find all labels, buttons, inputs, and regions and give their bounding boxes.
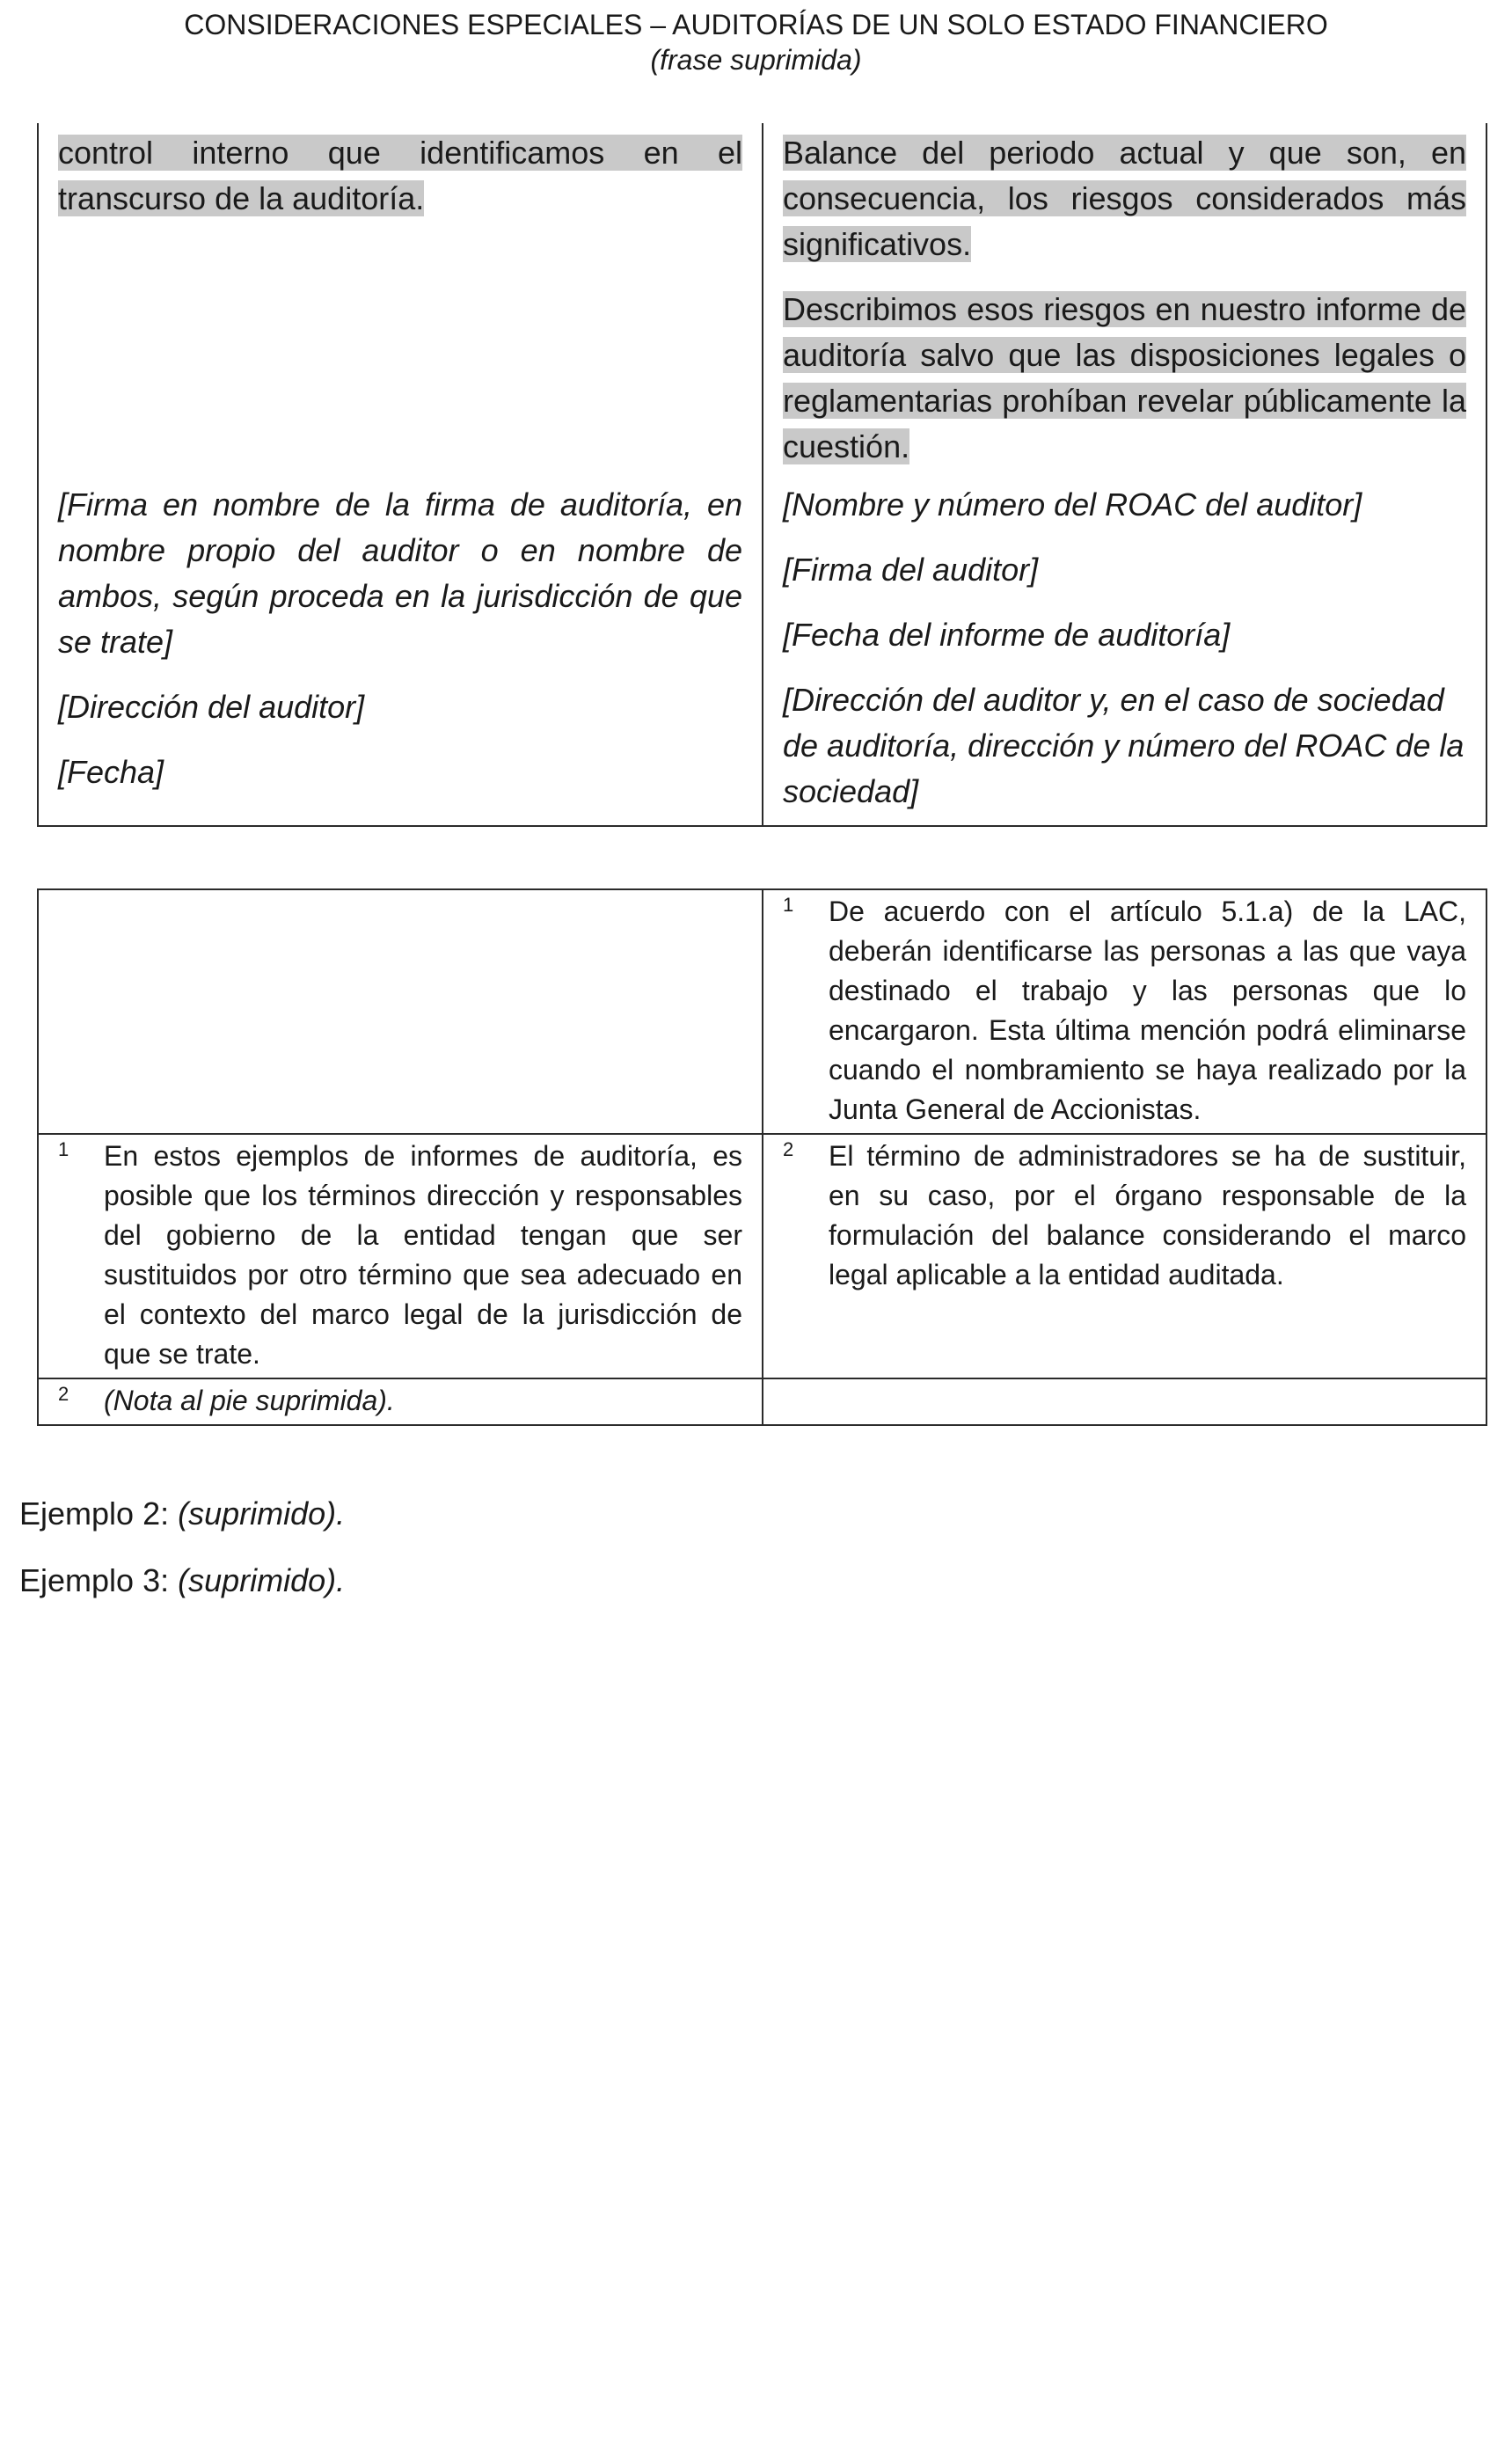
left-column-top <box>38 123 763 475</box>
example-note: (suprimido). <box>178 1562 346 1598</box>
right-address-placeholder: [Dirección del auditor y, en el caso de sociedad de auditoría, dirección y número del ROAC de la sociedad] <box>783 682 1465 809</box>
footnotes-right-empty-cell <box>763 1378 1486 1425</box>
left-column-signature <box>38 475 763 826</box>
footnote-right-1 <box>763 889 1486 1134</box>
footnote-text: El término de administradores se ha de sustituir, en su caso, por el órgano responsable de la formulación del balance considerando el marco legal aplicable a la entidad auditada. <box>829 1140 1466 1290</box>
footnote-text: (Nota al pie suprimida). <box>104 1385 395 1416</box>
footnote-number: 1 <box>783 894 794 916</box>
footnote-left-2 <box>38 1378 763 1425</box>
right-date-placeholder: [Fecha del informe de auditoría] <box>783 617 1231 653</box>
footnote-number: 1 <box>58 1138 69 1160</box>
right-signature-placeholder: [Firma del auditor] <box>783 552 1039 588</box>
footnote-right-2 <box>763 1134 1486 1378</box>
left-address-placeholder: [Dirección del auditor] <box>58 689 365 725</box>
header-subtitle: (frase suprimida) <box>650 44 862 76</box>
right-paragraph-describimos: Describimos esos riesgos en nuestro informe de auditoría salvo que las disposiciones legales o reglamentarias prohíban revelar públicamente la cuestión. <box>783 291 1466 464</box>
example-label: Ejemplo 3: <box>19 1562 179 1598</box>
right-roac-placeholder: [Nombre y número del ROAC del auditor] <box>783 486 1362 523</box>
left-date-placeholder: [Fecha] <box>58 754 164 790</box>
footnote-text: De acuerdo con el artículo 5.1.a) de la LAC, deberán identificarse las personas a las que vaya destinado el trabajo y las personas que lo encargaron. Esta última mención podrá eliminarse cuando el nombramiento se haya realizado por la Junta General de Accionistas. <box>829 896 1466 1125</box>
example-label: Ejemplo 2: <box>19 1495 179 1532</box>
examples-list <box>19 1491 345 1625</box>
example-note: (suprimido). <box>178 1495 346 1532</box>
footnote-text: En estos ejemplos de informes de auditoría, es posible que los términos dirección y responsables del gobierno de la entidad tengan que ser sustituidos por otro término que sea adecuado en el contexto del marco legal de la jurisdicción de que se trate. <box>104 1140 742 1370</box>
report-comparison-table <box>37 123 1487 827</box>
example-3 <box>19 1558 345 1604</box>
footnotes-left-empty-cell <box>38 889 763 1134</box>
header-title: CONSIDERACIONES ESPECIALES – AUDITORÍAS DE UN SOLO ESTADO FINANCIERO <box>184 9 1328 40</box>
page-header <box>0 0 1512 77</box>
left-signature-placeholder: [Firma en nombre de la firma de auditoría, en nombre propio del auditor o en nombre de ambos, según proceda en la jurisdicción de que se trate] <box>58 486 742 660</box>
right-column-signature <box>763 475 1486 826</box>
footnotes-table <box>37 888 1487 1426</box>
right-paragraph-balance: Balance del periodo actual y que son, en consecuencia, los riesgos considerados más significativos. <box>783 135 1466 262</box>
left-paragraph-control-interno: control interno que identificamos en el transcurso de la auditoría. <box>58 135 742 216</box>
footnote-number: 2 <box>783 1138 794 1160</box>
right-column-top <box>763 123 1486 475</box>
footnote-number: 2 <box>58 1383 69 1405</box>
footnote-left-1 <box>38 1134 763 1378</box>
example-2 <box>19 1491 345 1537</box>
